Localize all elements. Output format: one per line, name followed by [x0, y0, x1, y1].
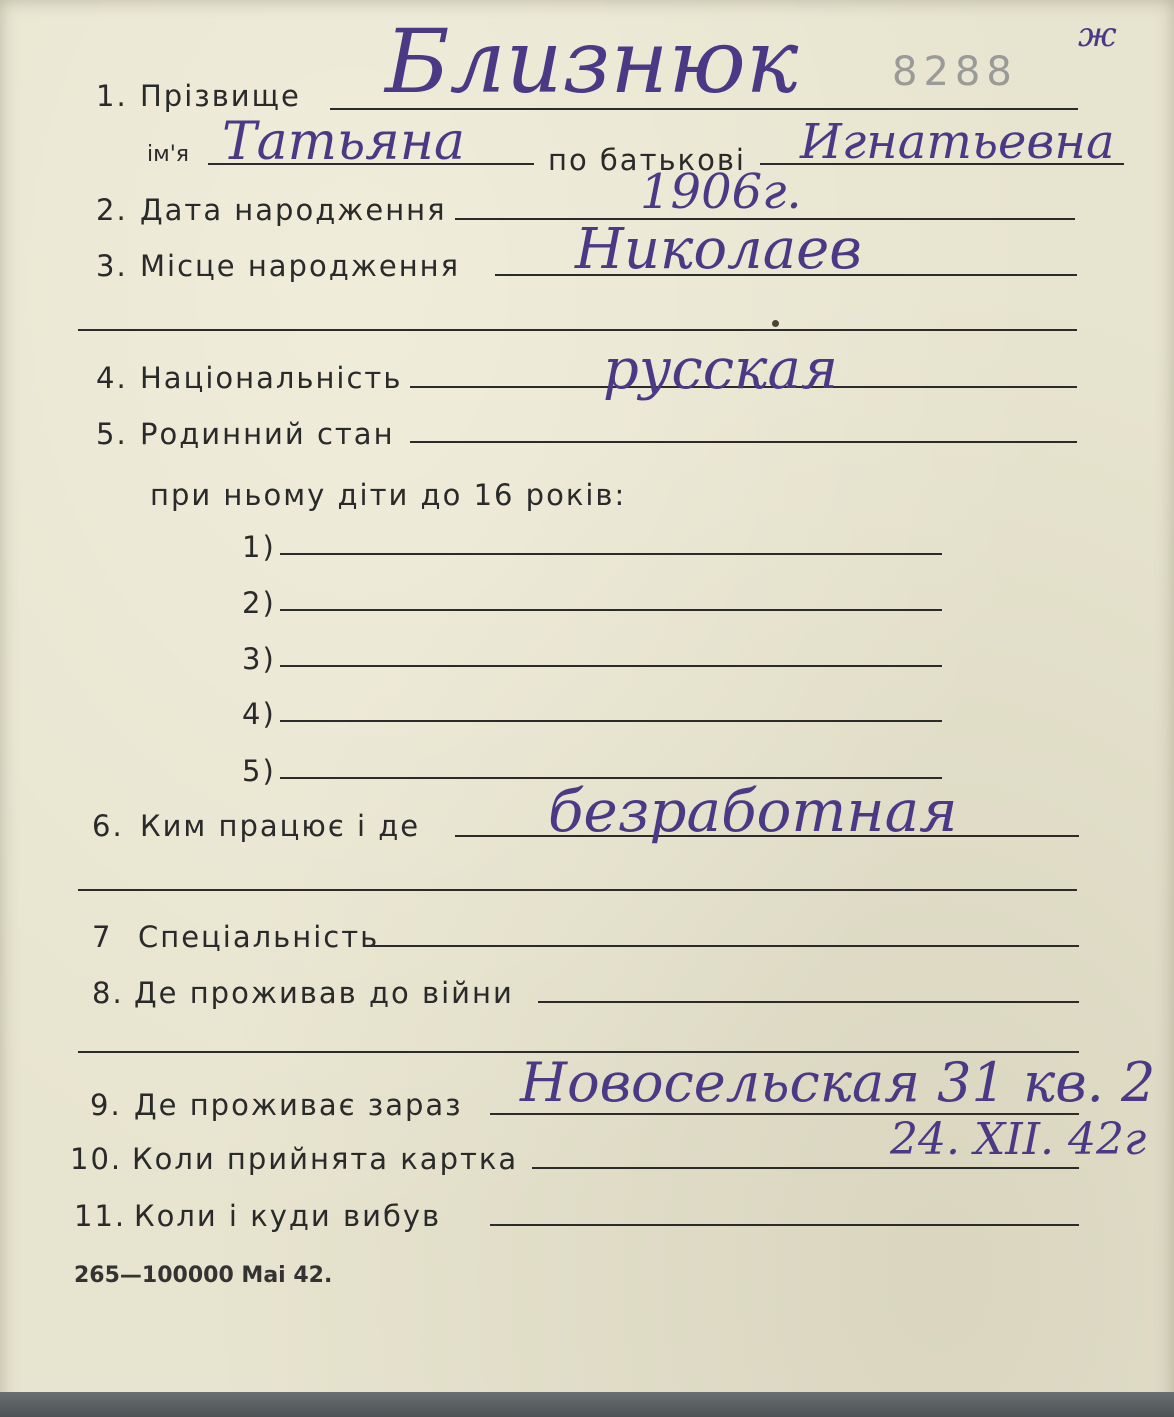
child-4-number: 4) [242, 697, 276, 731]
field-1-number: 1. [96, 79, 128, 113]
surname-value: Близнюк [385, 10, 799, 113]
departure-line [490, 1224, 1079, 1226]
child-1-number: 1) [242, 530, 276, 564]
child-4-line [280, 720, 942, 722]
name-value: Татьяна [222, 112, 465, 172]
marital-status-line [410, 441, 1077, 443]
background-edge [0, 1392, 1174, 1417]
current-address-value: Новосельская 31 кв. 2 [520, 1051, 1156, 1114]
corner-mark: ж [1078, 15, 1117, 55]
field-2-number: 2. [96, 193, 128, 227]
pre-war-address-line [538, 1001, 1079, 1003]
occupation-extra-line [78, 889, 1077, 891]
field-3-number: 3. [96, 249, 128, 283]
field-10-number: 10. [70, 1142, 123, 1176]
print-code: 265—100000 Mai 42. [74, 1263, 333, 1288]
card-accepted-value: 24. XII. 42г [890, 1114, 1147, 1165]
birth-date-value: 1906г. [640, 164, 802, 220]
child-3-number: 3) [242, 642, 276, 676]
child-2-number: 2) [242, 586, 276, 620]
pencil-number: 8288 [892, 49, 1018, 95]
current-address-label: Де проживає зараз [134, 1088, 463, 1122]
name-label: ім'я [147, 142, 189, 167]
field-7-number: 7 [92, 920, 113, 954]
pre-war-address-label: Де проживав до війни [134, 976, 514, 1010]
child-5-number: 5) [242, 754, 276, 788]
field-6-number: 6. [92, 809, 124, 843]
marital-status-label: Родинний стан [140, 417, 395, 451]
birth-place-label: Місце народження [140, 249, 461, 283]
card-accepted-label: Коли прийнята картка [132, 1142, 519, 1176]
birth-place-extra-line [78, 329, 1077, 331]
patronymic-label: по батькові [548, 143, 746, 177]
occupation-label: Ким працює і де [140, 809, 421, 843]
card-accepted-line [532, 1167, 1079, 1169]
field-11-number: 11. [74, 1199, 127, 1233]
children-label: при ньому діти до 16 років: [150, 478, 627, 512]
field-9-number: 9. [90, 1088, 122, 1122]
specialty-line [368, 945, 1079, 947]
child-1-line [280, 553, 942, 555]
ink-spot [772, 320, 779, 327]
child-2-line [280, 609, 942, 611]
specialty-label: Спеціальність [138, 920, 380, 954]
surname-label: Прізвище [140, 79, 301, 113]
occupation-value: безработная [548, 777, 958, 845]
nationality-value: русская [603, 337, 838, 402]
field-5-number: 5. [96, 417, 128, 451]
patronymic-value: Игнатьевна [800, 114, 1115, 170]
field-4-number: 4. [96, 361, 128, 395]
birth-date-label: Дата народження [140, 193, 447, 227]
nationality-label: Національність [140, 361, 403, 395]
departure-label: Коли і куди вибув [134, 1199, 442, 1233]
birth-place-value: Николаев [575, 217, 862, 282]
field-8-number: 8. [92, 976, 124, 1010]
child-3-line [280, 665, 942, 667]
